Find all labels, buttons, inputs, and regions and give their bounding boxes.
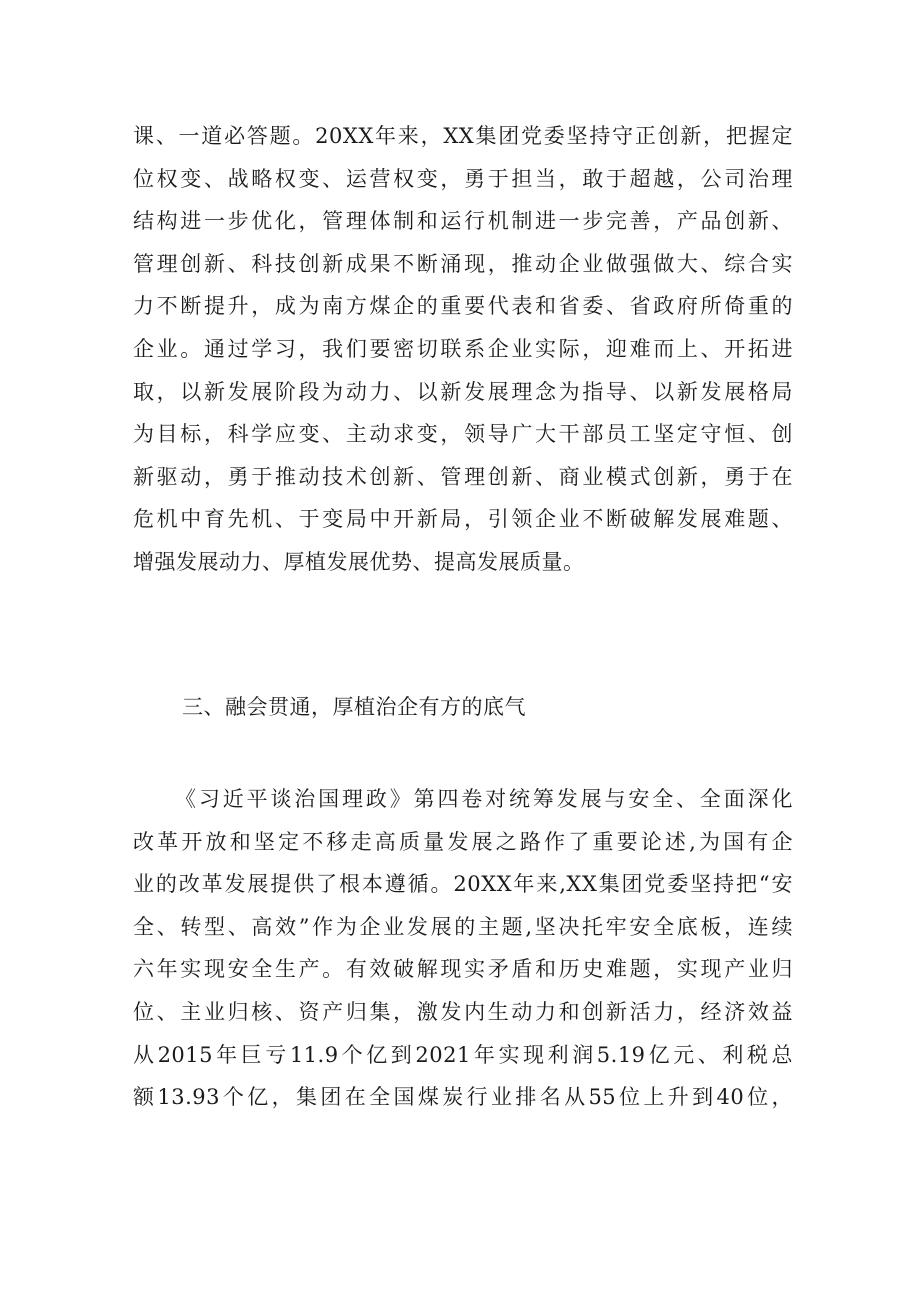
body-paragraph-2 xyxy=(133,778,793,1119)
paragraph-line: 增强发展动力、厚植发展优势、提高发展质量。 xyxy=(133,549,585,574)
paragraph-line: 取，以新发展阶段为动力、以新发展理念为指导、以新发展格局 xyxy=(133,379,793,404)
paragraph-line: 危机中育先机、于变局中开新局，引领企业不断破解发展难题、 xyxy=(133,507,793,532)
paragraph-line: 课、一道必答题。20XX年来，XX集团党委坚持守正创新，把握定 xyxy=(133,124,793,148)
section-heading: 三、融会贯通，厚植治企有方的底气 xyxy=(182,695,526,719)
paragraph-line: 管理创新、科技创新成果不断涌现，推动企业做强做大、综合实 xyxy=(133,251,793,276)
paragraph-line: 为目标，科学应变、主动求变，领导广大干部员工坚定守恒、创 xyxy=(133,422,793,447)
paragraph-line: 位权变、战略权变、运营权变，勇于担当，敢于超越，公司治理 xyxy=(133,166,793,191)
body-paragraph-1 xyxy=(133,115,793,584)
paragraph-line: 改革开放和坚定不移走高质量发展之路作了重要论述,为国有企 xyxy=(133,829,793,854)
paragraph-line: 结构进一步优化，管理体制和运行机制进一步完善，产品创新、 xyxy=(133,209,793,234)
paragraph-line: 位、主业归核、资产归集，激发内生动力和创新活力，经济效益 xyxy=(133,999,793,1024)
paragraph-line: 新驱动，勇于推动技术创新、管理创新、商业模式创新，勇于在 xyxy=(133,464,793,489)
paragraph-line: 从2015年巨亏11.9个亿到2021年实现利润5.19亿元、利税总 xyxy=(133,1042,793,1067)
paragraph-line: 额13.93个亿，集团在全国煤炭行业排名从55位上升到40位， xyxy=(133,1085,793,1110)
paragraph-line: 六年实现安全生产。有效破解现实矛盾和历史难题，实现产业归 xyxy=(133,957,793,982)
paragraph-line: 全、转型、高效”作为企业发展的主题,坚决托牢安全底板，连续 xyxy=(133,914,793,939)
paragraph-line: 《习近平谈治国理政》第四卷对统筹发展与安全、全面深化 xyxy=(175,787,793,811)
paragraph-line: 力不断提升，成为南方煤企的重要代表和省委、省政府所倚重的 xyxy=(133,294,793,319)
paragraph-line: 业的改革发展提供了根本遵循。20XX年来,XX集团党委坚持把“安 xyxy=(133,872,793,897)
paragraph-line: 企业。通过学习，我们要密切联系企业实际，迎难而上、开拓进 xyxy=(133,336,793,361)
